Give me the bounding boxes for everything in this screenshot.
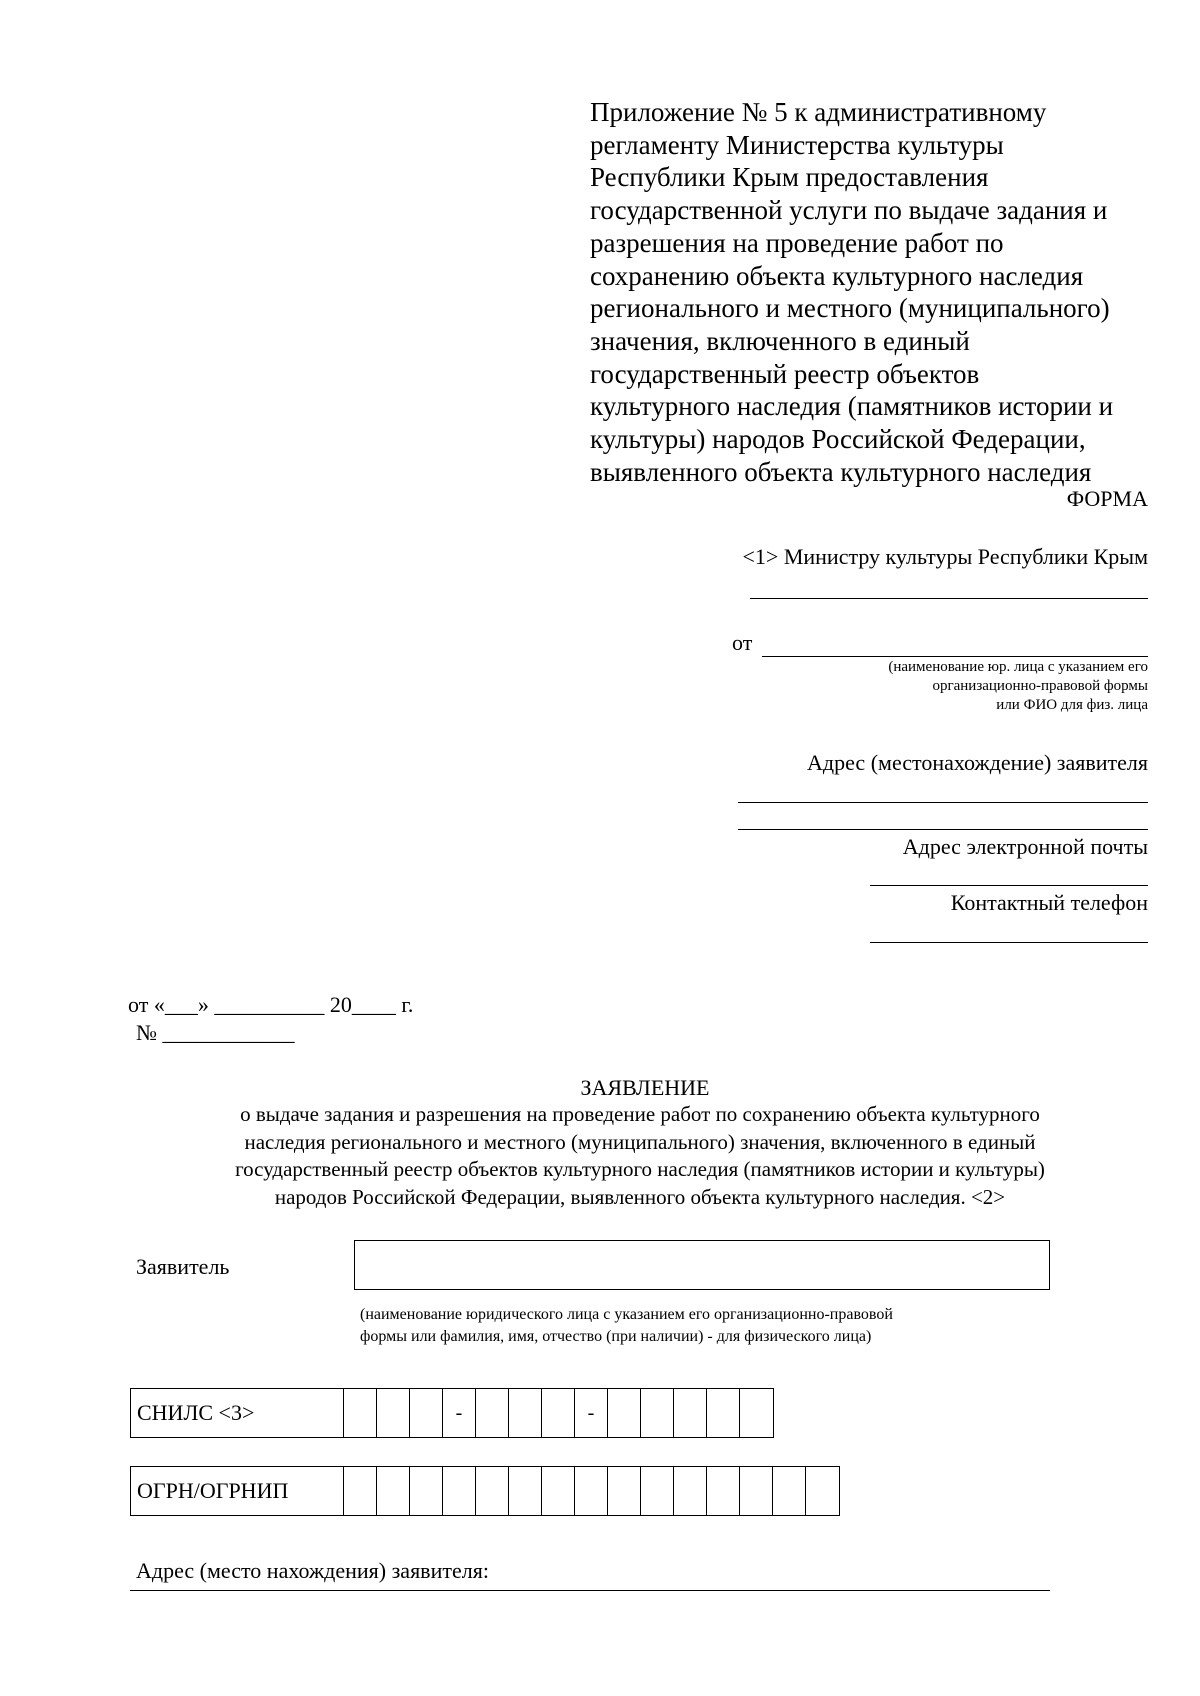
snils-row	[130, 1388, 774, 1438]
snils-label: СНИЛС <3>	[131, 1389, 344, 1437]
applicant-hint	[360, 1304, 893, 1348]
address-field-label: Адрес (место нахождения) заявителя:	[136, 1558, 489, 1583]
statement-line: государственный реестр объектов культурного наследия (памятников истории и культуры)	[235, 1157, 1045, 1181]
statement-line: наследия регионального и местного (муниципального) значения, включенного в единый	[244, 1129, 1036, 1154]
appendix-line: культуры) народов Российской Федерации,	[590, 424, 1086, 455]
ogrn-cell[interactable]	[575, 1467, 608, 1515]
ogrn-cell[interactable]	[707, 1467, 740, 1515]
addressee-minister: <1> Министру культуры Республики Крым	[742, 544, 1148, 569]
ogrn-cell[interactable]	[608, 1467, 641, 1515]
from-hint-line: или ФИО для физ. лица	[996, 697, 1148, 713]
applicant-label: Заявитель	[136, 1254, 230, 1279]
email-line[interactable]	[870, 885, 1148, 886]
address-field-line[interactable]	[130, 1590, 1050, 1591]
snils-separator: -	[575, 1389, 608, 1437]
applicant-hint-line: формы или фамилия, имя, отчество (при наличии) - для физического лица)	[360, 1328, 872, 1345]
ogrn-cell[interactable]	[641, 1467, 674, 1515]
snils-cell[interactable]	[641, 1389, 674, 1437]
from-line[interactable]	[762, 656, 1148, 657]
address-line-1[interactable]	[738, 802, 1148, 803]
snils-cell[interactable]	[608, 1389, 641, 1437]
statement-description	[150, 1101, 1130, 1211]
statement-line: народов Российской Федерации, выявленного объекта культурного наследия. <2>	[274, 1184, 1006, 1209]
appendix-line: сохранению объекта культурного наследия	[590, 260, 1084, 291]
applicant-address-label: Адрес (местонахождение) заявителя	[807, 750, 1148, 775]
address-line-2[interactable]	[738, 829, 1148, 830]
snils-cell[interactable]	[740, 1389, 773, 1437]
appendix-line: культурного наследия (памятников истории и	[590, 391, 1114, 422]
phone-line[interactable]	[870, 942, 1148, 943]
snils-separator: -	[443, 1389, 476, 1437]
ogrn-cell[interactable]	[377, 1467, 410, 1515]
appendix-line: регионального и местного (муниципального)	[590, 293, 1110, 324]
from-hint	[888, 658, 1148, 715]
addressee-line[interactable]	[750, 598, 1148, 599]
ogrn-cell[interactable]	[806, 1467, 839, 1515]
appendix-line: государственной услуги по выдаче задания и	[590, 195, 1108, 226]
ogrn-cell[interactable]	[773, 1467, 806, 1515]
snils-cell[interactable]	[377, 1389, 410, 1437]
ogrn-cell[interactable]	[674, 1467, 707, 1515]
statement-title: ЗАЯВЛЕНИЕ	[580, 1075, 710, 1100]
snils-cell[interactable]	[707, 1389, 740, 1437]
ogrn-cell[interactable]	[476, 1467, 509, 1515]
snils-cell[interactable]	[410, 1389, 443, 1437]
appendix-line: разрешения на проведение работ по	[590, 227, 1004, 258]
ogrn-cell[interactable]	[410, 1467, 443, 1515]
ogrn-cell[interactable]	[509, 1467, 542, 1515]
forma-label: ФОРМА	[1066, 486, 1148, 511]
phone-label: Контактный телефон	[950, 890, 1148, 915]
snils-cell[interactable]	[476, 1389, 509, 1437]
date-line[interactable]: от «___» __________ 20____ г.	[128, 992, 414, 1017]
snils-cell[interactable]	[542, 1389, 575, 1437]
from-hint-line: (наименование юр. лица с указанием его	[888, 659, 1148, 675]
snils-cell[interactable]	[344, 1389, 377, 1437]
appendix-line: Приложение № 5 к административному	[590, 97, 1047, 127]
from-label: от	[732, 630, 753, 655]
number-line[interactable]: № ____________	[136, 1020, 295, 1045]
applicant-input-box[interactable]	[354, 1240, 1050, 1290]
appendix-line: выявленного объекта культурного наследия	[590, 456, 1092, 487]
snils-cell[interactable]	[674, 1389, 707, 1437]
appendix-line: регламенту Министерства культуры	[590, 129, 1004, 160]
ogrn-cell[interactable]	[443, 1467, 476, 1515]
statement-line: о выдаче задания и разрешения на проведение работ по сохранению объекта культурного	[240, 1102, 1040, 1126]
ogrn-cell[interactable]	[740, 1467, 773, 1515]
email-label: Адрес электронной почты	[902, 834, 1148, 859]
ogrn-cell[interactable]	[344, 1467, 377, 1515]
ogrn-label: ОГРН/ОГРНИП	[131, 1467, 344, 1515]
appendix-line: государственный реестр объектов	[590, 358, 980, 389]
appendix-header	[590, 96, 1170, 488]
snils-cell[interactable]	[509, 1389, 542, 1437]
from-hint-line: организационно-правовой формы	[932, 678, 1148, 694]
appendix-line: значения, включенного в единый	[590, 325, 970, 356]
applicant-hint-line: (наименование юридического лица с указанием его организационно-правовой	[360, 1306, 893, 1323]
appendix-line: Республики Крым предоставления	[590, 162, 989, 193]
ogrn-row	[130, 1466, 840, 1516]
ogrn-cell[interactable]	[542, 1467, 575, 1515]
